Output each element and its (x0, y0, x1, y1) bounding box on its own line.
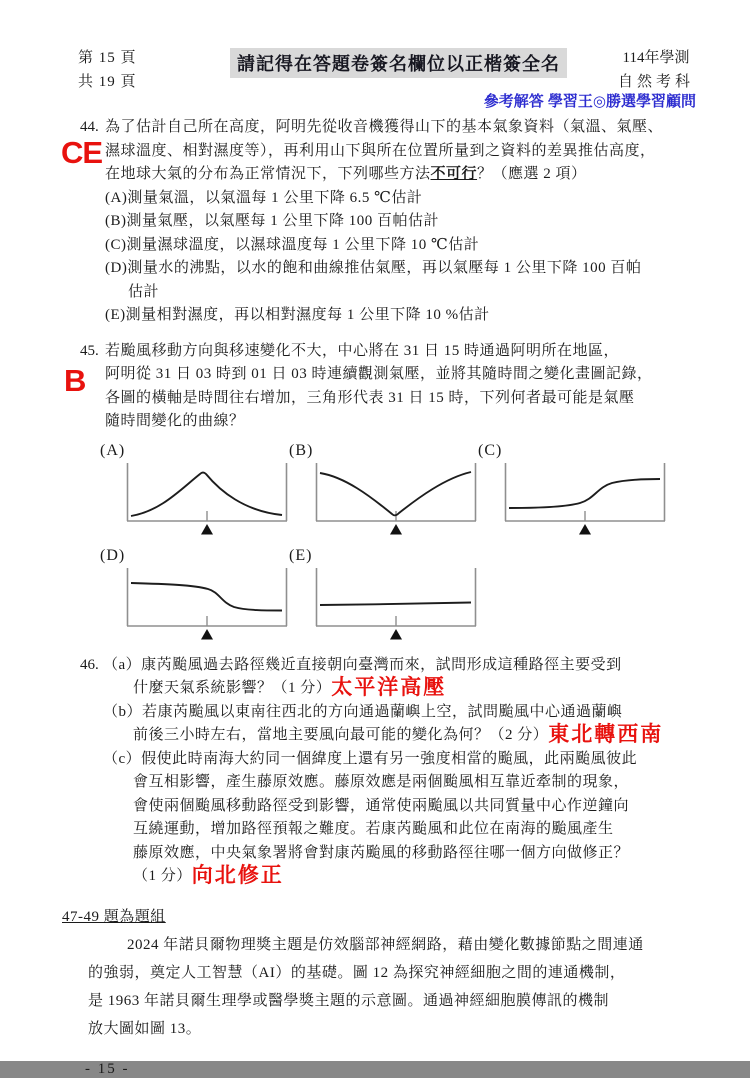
page-header (60, 46, 696, 110)
option-a: (A)測量氣溫，以氣溫每 1 公里下降 6.5 ℃估計 (105, 189, 423, 206)
exam-title (618, 46, 694, 94)
answer-text-b: 東北轉西南 (548, 723, 664, 746)
exam-subject-label: 自然考科 (617, 74, 694, 90)
time-marker-triangle-icon (201, 524, 213, 535)
question-44-text-line: 在地球大氣的分布為正常情況下，下列哪些方法不可行？（應選 2 項） (105, 166, 587, 182)
graph-option-e-label: (E) (289, 546, 313, 564)
graph-option-c (478, 442, 667, 539)
time-marker-triangle-icon (579, 524, 591, 535)
exam-year-label: 114年學測 (622, 50, 690, 66)
graph-plot-e (315, 566, 477, 644)
graph-option-a-label: (A) (100, 441, 126, 459)
page-count (78, 46, 137, 94)
curve-dip (320, 472, 471, 515)
sub-question-b: （b）若康芮颱風以東南往西北的方向通過蘭嶼上空，試問颱風中心通過蘭嶼 前後三小時左右，當地主要風向最可能的變化為何？（2 分）東北轉西南 (103, 703, 664, 746)
option-b: (B)測量氣壓，以氣壓每 1 公里下降 100 百帕估計 (105, 213, 439, 229)
answer-text-a: 太平洋高壓 (331, 676, 447, 699)
option-c: (C)測量濕球溫度，以濕球溫度每 1 公里下降 10 ℃估計 (105, 236, 480, 253)
answer-annotation-44: CE (61, 135, 103, 170)
question-45-text-line: 隨時間變化的曲線？ (105, 413, 245, 429)
question-45-number: 45. (80, 342, 99, 359)
graph-option-a (100, 442, 289, 539)
page-number-label: 第 15 頁 (78, 50, 137, 66)
time-marker-triangle-icon (390, 524, 402, 535)
question-group-section (60, 905, 696, 1043)
answer-annotation-45: B (64, 362, 86, 398)
graph-option-d-label: (D) (100, 546, 126, 564)
question-44-text-line: 濕球溫度、相對濕度等），再利用山下與所在位置所量到之資料的差異推估高度， (105, 142, 656, 159)
question-44-text-line: 為了估計自己所在高度，阿明先從收音機獲得山下的基本氣象資料（氣溫、氣壓、 (105, 119, 664, 135)
graph-plot-c (504, 461, 666, 539)
graph-plot-b (315, 461, 477, 539)
question-44-number: 44. (80, 119, 99, 135)
group-section-title: 47-49 題為題組 (62, 908, 166, 925)
answer-text-c: 向北修正 (191, 864, 284, 887)
page-footer: - 15 - (85, 1060, 130, 1077)
time-marker-triangle-icon (390, 629, 402, 640)
time-marker-triangle-icon (201, 629, 213, 640)
graph-option-d (100, 547, 289, 644)
curve-flat (320, 602, 471, 605)
curve-peak (131, 472, 282, 516)
question-45-text-line: 各圖的橫軸是時間往右增加，三角形代表 31 日 15 時，下列何者最可能是氣壓 (105, 389, 635, 406)
question-45 (60, 340, 696, 434)
total-pages-label: 共 19 頁 (78, 74, 137, 90)
graph-plot-d (126, 566, 288, 644)
curve-step-down (131, 583, 282, 611)
option-e: (E)測量相對濕度，再以相對濕度每 1 公里下降 10 %估計 (105, 307, 490, 323)
question-46-number: 46. (80, 656, 99, 673)
question-45-text-line: 若颱風移動方向與移速變化不大，中心將在 31 日 15 時通過阿明所在地區， (105, 342, 620, 359)
graph-option-b-label: (B) (289, 441, 314, 459)
option-d: (D)測量水的沸點，以水的飽和曲線推估氣壓，再以氣壓每 1 公里下降 100 百帕 (105, 260, 642, 276)
graph-option-b (289, 442, 478, 539)
solution-credit: 參考解答 學習王◎勝選學習顧問 (483, 93, 696, 110)
curve-step-up (509, 479, 660, 508)
graph-option-c-label: (C) (478, 441, 503, 459)
sub-question-c: （c）假使此時南海大約同一個緯度上還有另一強度相當的颱風，此兩颱風彼此 會互相影響，產生藤原效應。藤原效應是兩個颱風相互靠近牽制的現象， 會使兩個颱風移動路徑受到影響，通常使兩颱風以共同質量中心作逆鐘向 互繞運動，增加路徑預報之難度。若康芮颱風和此位在南海的颱風產生 藤原效應，中央氣象署將會對康芮颱風的移動路徑往哪一個方向做修正？ （1 分）向北修正 (103, 750, 638, 887)
signature-notice: 請記得在答題卷簽名欄位以正楷簽全名 (230, 48, 567, 78)
option-d-continuation: 估計 (128, 283, 160, 300)
question-45-graphs (100, 442, 696, 644)
question-46 (60, 654, 696, 889)
question-45-text-line: 阿明從 31 日 03 時到 01 日 03 時連續觀測氣壓，並將其隨時間之變化畫圖記錄， (105, 366, 653, 382)
question-44 (60, 116, 696, 328)
sub-question-a: （a）康芮颱風過去路徑幾近直接朝向臺灣而來，試問形成這種路徑主要受到 什麼天氣系統影響？（1 分）太平洋高壓 (103, 656, 622, 699)
graph-option-e (289, 547, 478, 644)
group-section-paragraph: 2024 年諾貝爾物理獎主題是仿效腦部神經網路，藉由變化數據節點之間連通 的強弱，奠定人工智慧（AI）的基礎。圖 12 為探究神經細胞之間的連通機制， 是 1963 年諾貝爾生理學或醫學獎主題的示意圖。通過神經細胞膜傳訊的機制 放大圖如圖 13。 (88, 936, 644, 1037)
emphasized-term: 不可行 (430, 166, 478, 182)
graph-plot-a (126, 461, 288, 539)
